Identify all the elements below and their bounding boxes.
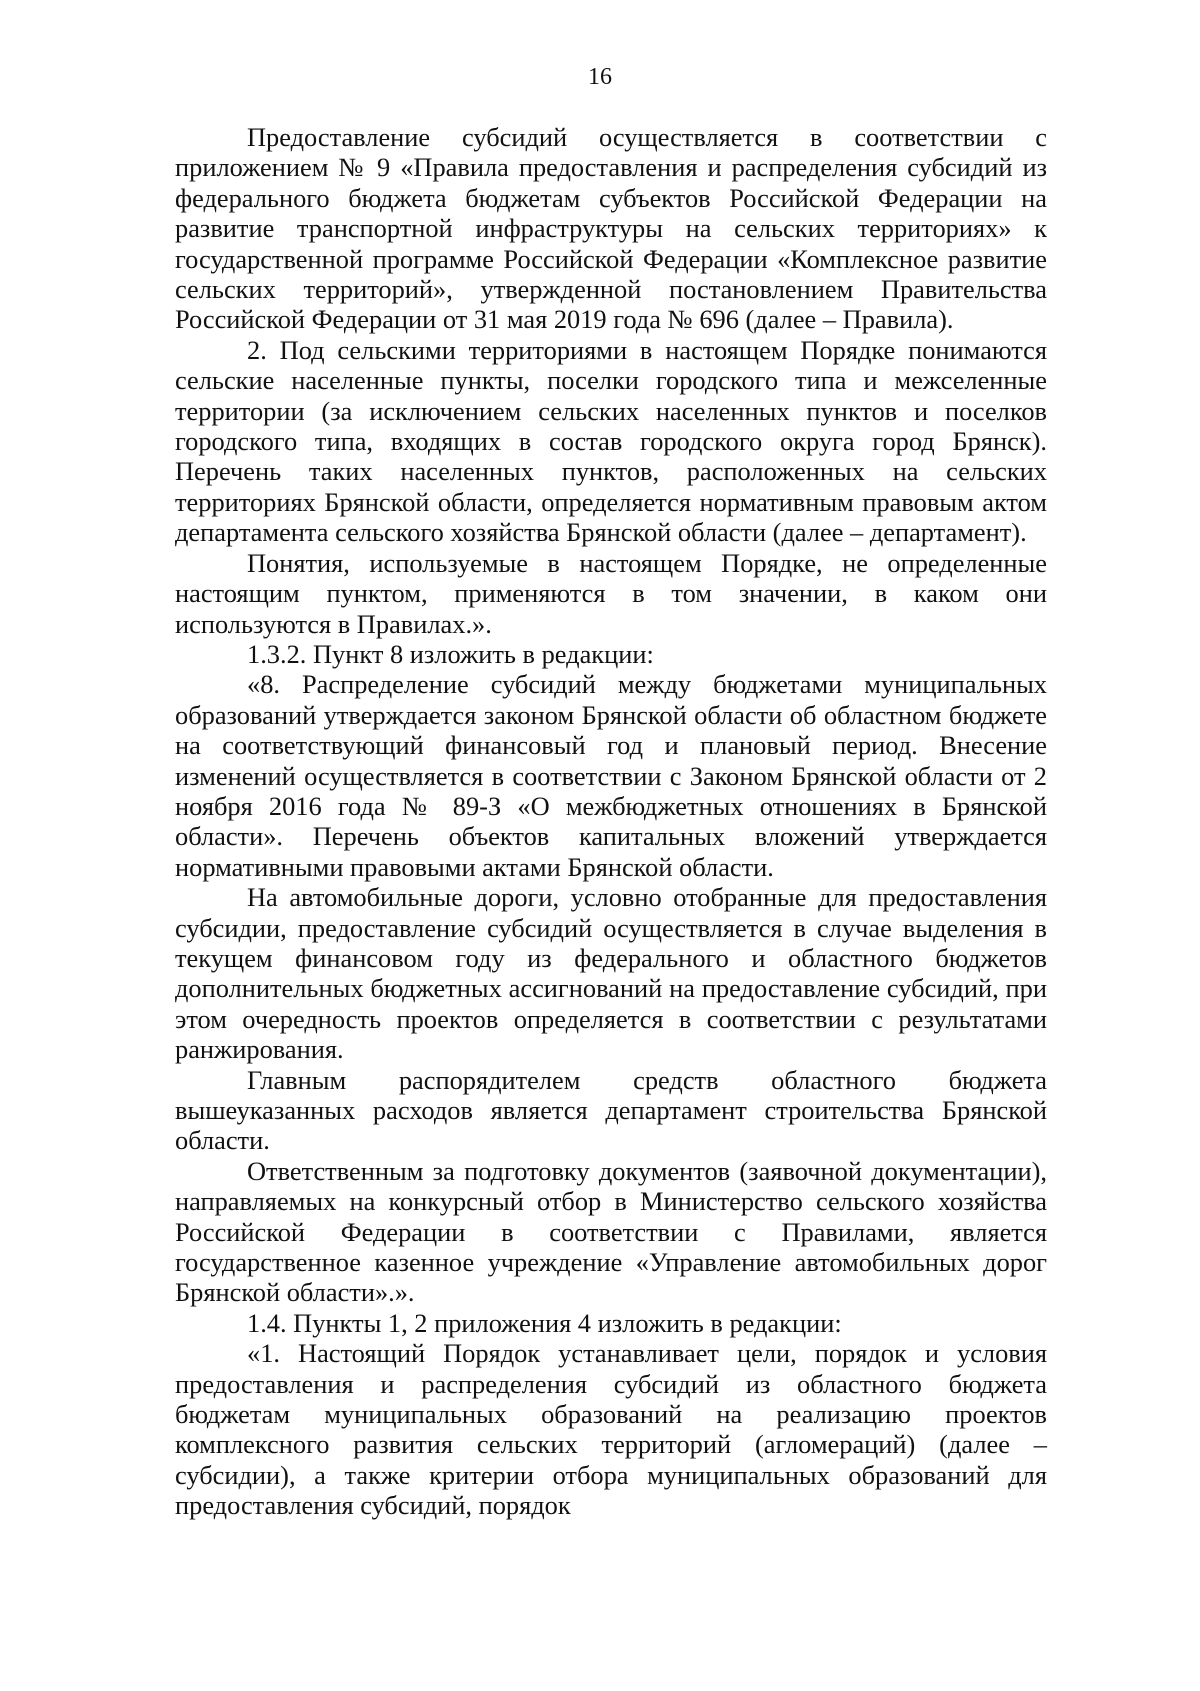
paragraph: На автомобильные дороги, условно отобранные для предоставления субсидии, предоставление субсидий осуществляется в случае выделения в текущем финансовом году из федерального и областного бюджетов дополнительных бюджетных ассигнований на предоставление субсидий, при этом очередность проектов определяется в соответствии с результатами ранжирования.	[175, 882, 1047, 1065]
paragraph: Понятия, используемые в настоящем Порядке, не определенные настоящим пунктом, применяются в том значении, в каком они используются в Правилах.».	[175, 547, 1047, 639]
paragraph: Главным распорядителем средств областного бюджета вышеуказанных расходов является департамент строительства Брянской области.	[175, 1064, 1047, 1156]
paragraph: «1. Настоящий Порядок устанавливает цели, порядок и условия предоставления и распределения субсидий из областного бюджета бюджетам муниципальных образований на реализацию проектов комплексного развития сельских территорий (агломераций) (далее – субсидии), а также критерии отбора муниципальных образований для предоставления субсидий, порядок	[175, 1338, 1047, 1521]
paragraph: «8. Распределение субсидий между бюджетами муниципальных образований утверждается законом Брянской области об областном бюджете на соответствующий финансовый год и плановый период. Внесение изменений осуществляется в соответствии с Законом Брянской области от 2 ноября 2016 года № 89-З «О межбюджетных отношениях в Брянской области». Перечень объектов капитальных вложений утверждается нормативными правовыми актами Брянской области.	[175, 669, 1047, 882]
paragraph: Предоставление субсидий осуществляется в соответствии с приложением № 9 «Правила предоставления и распределения субсидий из федерального бюджета бюджетам субъектов Российской Федерации на развитие транспортной инфраструктуры на сельских территориях» к государственной программе Российской Федерации «Комплексное развитие сельских территорий», утвержденной постановлением Правительства Российской Федерации от 31 мая 2019 года № 696 (далее – Правила).	[175, 122, 1047, 335]
document-body	[175, 122, 1047, 1521]
paragraph: Ответственным за подготовку документов (заявочной документации), направляемых на конкурсный отбор в Министерство сельского хозяйства Российской Федерации в соответствии с Правилами, является государственное казенное учреждение «Управление автомобильных дорог Брянской области».».	[175, 1155, 1047, 1308]
paragraph: 1.3.2. Пункт 8 изложить в редакции:	[247, 638, 654, 669]
page-number: 16	[588, 64, 612, 90]
paragraph: 1.4. Пункты 1, 2 приложения 4 изложить в редакции:	[247, 1307, 842, 1338]
paragraph: 2. Под сельскими территориями в настоящем Порядке понимаются сельские населенные пункты, поселки городского типа и межселенные территории (за исключением сельских населенных пунктов и поселков городского типа, входящих в состав городского округа город Брянск). Перечень таких населенных пунктов, расположенных на сельских территориях Брянской области, определяется нормативным правовым актом департамента сельского хозяйства Брянской области (далее – департамент).	[175, 334, 1047, 548]
